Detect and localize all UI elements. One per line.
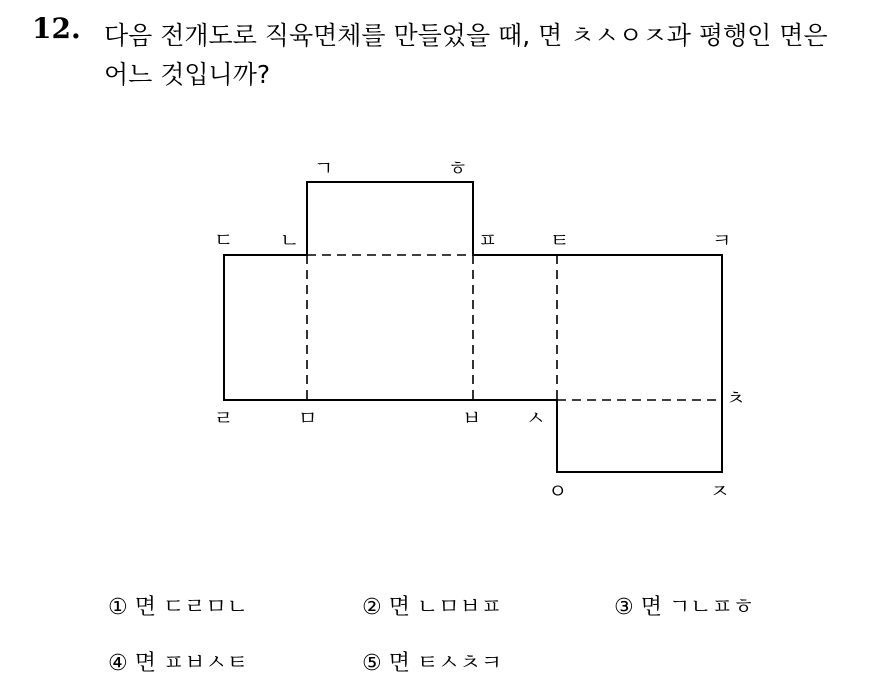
vertex-label-b: ㅂ — [462, 406, 482, 430]
choice-5[interactable]: ⑤ 면 ㅌㅅㅊㅋ — [362, 651, 502, 676]
vertex-label-ch: ㅊ — [726, 386, 746, 410]
vertex-label-m: ㅁ — [298, 406, 318, 430]
vertex-label-s: ㅅ — [526, 406, 546, 430]
question-text-line2: 어느 것입니까? — [104, 60, 271, 89]
vertex-label-g: ㄱ — [314, 156, 334, 180]
vertex-label-k: ㅋ — [712, 228, 732, 252]
vertex-label-d: ㄷ — [214, 228, 234, 252]
vertex-label-o: ㅇ — [548, 479, 568, 503]
vertex-label-r: ㄹ — [214, 406, 234, 430]
choice-2[interactable]: ② 면 ㄴㅁㅂㅍ — [362, 595, 502, 620]
choice-3[interactable]: ③ 면 ㄱㄴㅍㅎ — [614, 595, 754, 620]
question-text-line1: 다음 전개도로 직육면체를 만들었을 때, 면 ㅊㅅㅇㅈ과 평행인 면은 — [104, 21, 828, 50]
vertex-label-t: ㅌ — [550, 228, 570, 252]
vertex-label-j: ㅈ — [710, 479, 730, 503]
choice-1[interactable]: ① 면 ㄷㄹㅁㄴ — [108, 595, 248, 620]
question-number: 12. — [32, 12, 81, 45]
vertex-label-p: ㅍ — [478, 228, 498, 252]
vertex-label-h: ㅎ — [448, 156, 468, 180]
vertex-label-n: ㄴ — [280, 228, 300, 252]
choice-4[interactable]: ④ 면 ㅍㅂㅅㅌ — [108, 651, 248, 676]
